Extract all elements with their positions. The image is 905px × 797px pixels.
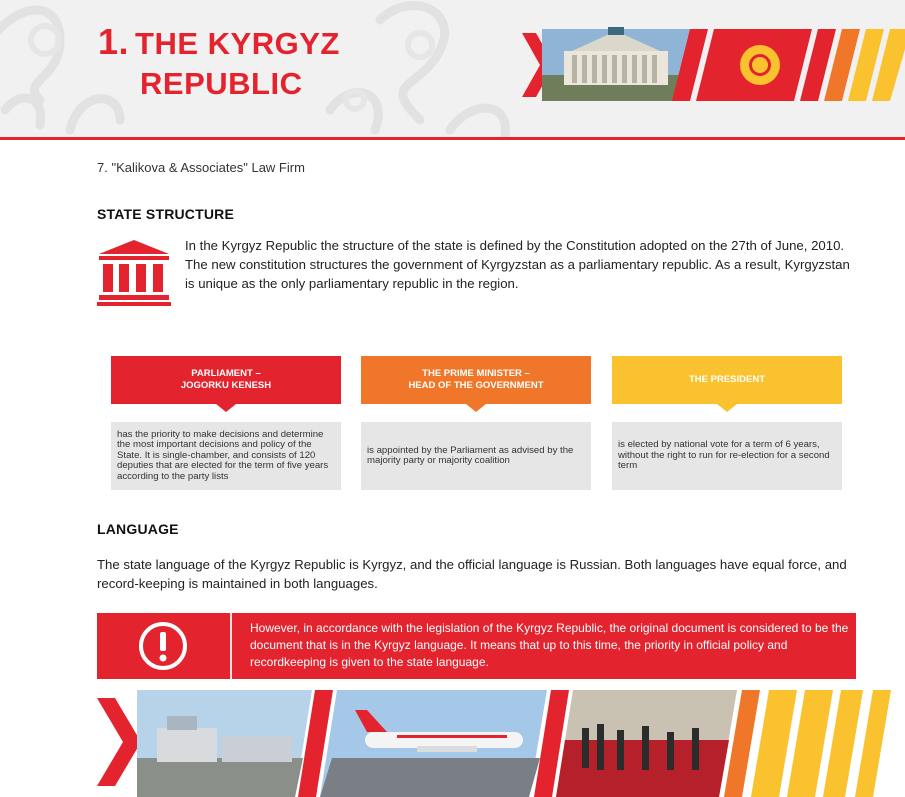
page-title (98, 22, 340, 104)
president-card-text (612, 422, 842, 490)
president-title-line-1: THE PRESIDENT (688, 374, 765, 385)
prime-minister-description: is appointed by the Parliament as advised by the majority party or majority coalition (367, 444, 574, 466)
parliament-building-icon (97, 240, 172, 306)
title-line-1: THE KYRGYZ (135, 26, 340, 61)
language-heading: LANGUAGE (97, 521, 179, 537)
header-divider (0, 137, 905, 140)
parliament-card-header (111, 356, 341, 404)
title-line-2: REPUBLIC (140, 66, 303, 101)
parliament-title-line-1: PARLIAMENT – (191, 368, 261, 379)
prime-minister-card-header (361, 356, 591, 404)
president-description: is elected by national vote for a term of 6 years, without the right to run for re-election for a second term (618, 439, 830, 472)
state-structure-heading: STATE STRUCTURE (97, 206, 235, 222)
law-firm-credit: 7. "Kalikova & Associates" Law Firm (97, 160, 305, 175)
notice-text: However, in accordance with the legislation of the Kyrgyz Republic, the original document is considered to be the document that is in the Kyrgyz language. It means that up to this time, the priority in official policy and recordkeeping is given to the state language. (250, 621, 849, 669)
chapter-number: 1. (98, 21, 130, 62)
footer-photo-banner (97, 688, 905, 797)
language-text: The state language of the Kyrgyz Republic is Kyrgyz, and the official language is Russian. Both languages have equal force, and record-keeping is maintained in both languages. (97, 557, 847, 591)
notice-divider (230, 613, 232, 679)
exclamation-icon (97, 613, 230, 679)
prime-minister-title-line-1: THE PRIME MINISTER – (422, 368, 530, 379)
notice-box (97, 613, 856, 679)
parliament-title-line-2: JOGORKU KENESH (180, 380, 272, 391)
parliament-description: has the priority to make decisions and determine the most important decisions and policy of the State. It is single-chamber, and consists of 120 deputies that are elected for the term of five years according to the party lists (117, 428, 329, 482)
prime-minister-title-line-2: HEAD OF THE GOVERNMENT (408, 380, 544, 391)
parliament-card-text (111, 422, 341, 490)
header-banner-image (520, 25, 905, 105)
president-card-header (612, 356, 842, 404)
page-header (0, 0, 905, 140)
prime-minister-card-text (361, 422, 591, 490)
state-structure-text: In the Kyrgyz Republic the structure of the state is defined by the Constitution adopted on the 27th of June, 2010. The new constitution structures the government of Kyrgyzstan as a parliamentary republic. As a result, Kyrgyzstan is unique as the only parliamentary republic in the region. (185, 238, 850, 291)
